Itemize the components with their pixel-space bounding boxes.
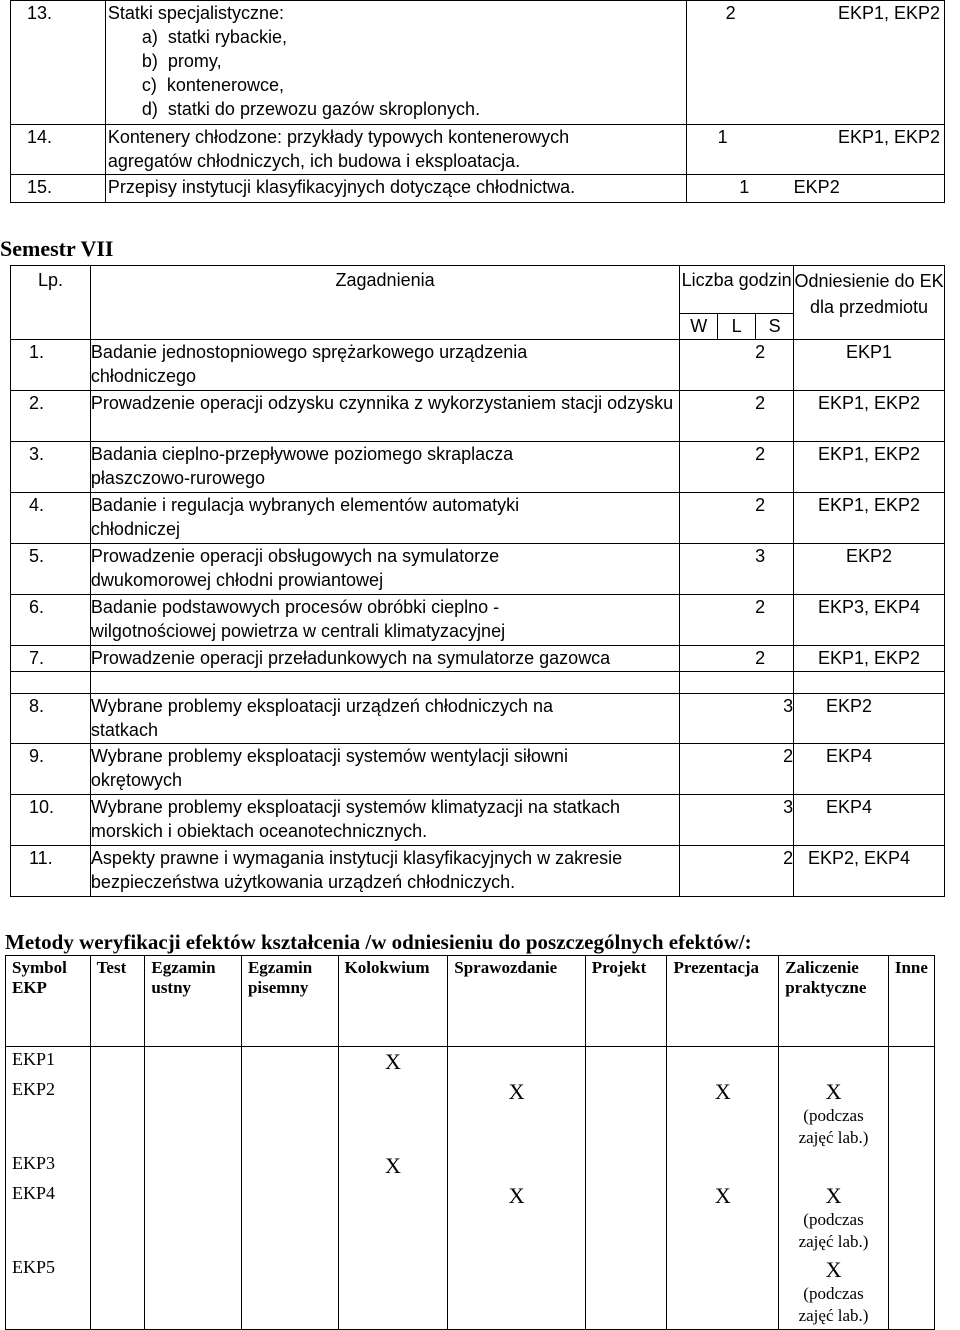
table-row xyxy=(11,340,945,391)
table-row xyxy=(11,795,945,846)
col-header-l: L xyxy=(718,314,756,340)
topic-line: agregatów chłodniczych, ich budowa i eksploatacja. xyxy=(107,151,521,171)
topic-cell: Badanie i regulacja wybranych elementów automatyki chłodniczej xyxy=(90,493,679,544)
ek-cell: EKP1, EKP2 xyxy=(794,493,945,544)
table-row xyxy=(11,694,945,744)
symbol-cell: EKP5 xyxy=(6,1255,91,1330)
mark-x: X xyxy=(338,1047,448,1078)
hours-cell: 2 xyxy=(680,493,794,544)
hours-cell: 2 xyxy=(680,595,794,646)
table-row xyxy=(11,175,945,203)
semester-title: Semestr VII xyxy=(0,236,114,261)
col-header-practical: Zaliczenie praktyczne xyxy=(779,956,889,1047)
table-row xyxy=(11,125,945,175)
symbol-cell: EKP2 xyxy=(6,1077,91,1151)
topic-cell: Aspekty prawne i wymagania instytucji klasyfikacyjnych w zakresie bezpieczeństwa użytkowania urządzeń chłodniczych. xyxy=(90,846,679,897)
row-number: 9. xyxy=(11,744,91,795)
lab-note: (podczas zajęć lab.) xyxy=(798,1106,869,1147)
hours-cell: 1 xyxy=(687,175,764,203)
col-header-ek: Odniesienie do EK dla przedmiotu xyxy=(794,266,945,340)
col-header-test: Test xyxy=(90,956,145,1047)
mark-x: X xyxy=(667,1181,779,1255)
ek-cell: EKP1, EKP2 xyxy=(764,1,945,125)
topic-cell: Wybrane problemy eksploatacji systemów klimatyzacji na statkach morskich i obiektach oceanotechnicznych. xyxy=(90,795,679,846)
hours-cell: 3 xyxy=(680,795,794,846)
table-row xyxy=(11,442,945,493)
lab-note: (podczas zajęć lab.) xyxy=(798,1210,869,1251)
col-header-topics: Zagadnienia xyxy=(90,266,679,340)
ek-cell: EKP2 xyxy=(764,175,945,203)
practical-cell xyxy=(779,1255,889,1330)
table-row xyxy=(11,493,945,544)
topic-cell xyxy=(105,125,686,175)
row-number: 1. xyxy=(11,340,91,391)
col-header-symbol: Symbol EKP xyxy=(6,956,91,1047)
symbol-cell: EKP1 xyxy=(6,1047,91,1078)
col-header-report: Sprawozdanie xyxy=(448,956,586,1047)
row-number: 13. xyxy=(11,1,106,125)
table-row-empty xyxy=(11,672,945,694)
hours-cell: 3 xyxy=(680,544,794,595)
table-row xyxy=(11,744,945,795)
mark-x: X xyxy=(667,1077,779,1151)
topic-cell: Prowadzenie operacji obsługowych na symulatorze dwukomorowej chłodni prowiantowej xyxy=(90,544,679,595)
hours-cell: 2 xyxy=(680,442,794,493)
topic-cell: Prowadzenie operacji przeładunkowych na symulatorze gazowca xyxy=(90,646,679,672)
hours-cell: 2 xyxy=(680,744,794,795)
mark-x: X xyxy=(448,1181,586,1255)
table-header xyxy=(11,266,945,314)
ek-cell: EKP2 xyxy=(794,544,945,595)
topic-cell: Wybrane problemy eksploatacji systemów wentylacji siłowni okrętowych xyxy=(90,744,679,795)
methods-title: Metody weryfikacji efektów kształcenia /w odniesieniu do poszczególnych efektów/: xyxy=(5,930,752,954)
table-row xyxy=(11,1,945,125)
ek-cell: EKP1, EKP2 xyxy=(794,391,945,442)
hours-cell: 2 xyxy=(680,646,794,672)
mark-x: X xyxy=(825,1257,842,1282)
hours-cell: 3 xyxy=(680,694,794,744)
topic-cell: Badania cieplno-przepływowe poziomego skraplacza płaszczowo-rurowego xyxy=(90,442,679,493)
topic-subitem: c) kontenerowce, xyxy=(141,75,284,95)
table-row xyxy=(11,646,945,672)
col-header-colloquium: Kolokwium xyxy=(338,956,448,1047)
row-number: 7. xyxy=(11,646,91,672)
ek-cell: EKP1, EKP2 xyxy=(794,442,945,493)
hours-cell: 2 xyxy=(680,340,794,391)
table-row xyxy=(11,846,945,897)
table-row xyxy=(11,391,945,442)
col-header-w: W xyxy=(680,314,718,340)
hours-cell: 2 xyxy=(680,846,794,897)
mark-x: X xyxy=(338,1151,448,1181)
topic-cell xyxy=(105,1,686,125)
table-row xyxy=(11,595,945,646)
col-header-lp: Lp. xyxy=(11,266,91,340)
practical-cell xyxy=(779,1181,889,1255)
ek-cell: EKP3, EKP4 xyxy=(794,595,945,646)
mark-x: X xyxy=(448,1077,586,1151)
topic-line: Kontenery chłodzone: przykłady typowych kontenerowych xyxy=(107,127,570,147)
col-header-oral-exam: Egzamin ustny xyxy=(145,956,242,1047)
col-header-other: Inne xyxy=(888,956,934,1047)
ek-cell: EKP2 xyxy=(794,694,945,744)
col-header-written-exam: Egzamin pisemny xyxy=(241,956,338,1047)
col-header-presentation: Prezentacja xyxy=(667,956,779,1047)
ek-cell: EKP1 xyxy=(794,340,945,391)
lab-note: (podczas zajęć lab.) xyxy=(798,1284,869,1325)
table-row xyxy=(6,1077,935,1151)
ek-cell: EKP4 xyxy=(794,744,945,795)
table-row xyxy=(6,1047,935,1078)
topic-title: Statki specjalistyczne: xyxy=(107,3,284,23)
topic-cell: Badanie jednostopniowego sprężarkowego urządzenia chłodniczego xyxy=(90,340,679,391)
table-row xyxy=(6,1181,935,1255)
col-header-project: Projekt xyxy=(585,956,667,1047)
table-row xyxy=(6,1255,935,1330)
hours-cell: 2 xyxy=(687,1,764,125)
mark-x: X xyxy=(825,1183,842,1208)
verification-methods-table xyxy=(5,955,935,1330)
ek-cell: EKP2, EKP4 xyxy=(794,846,945,897)
ek-cell: EKP4 xyxy=(794,795,945,846)
semester-topics-table xyxy=(10,265,945,897)
hours-cell: 2 xyxy=(680,391,794,442)
row-number: 15. xyxy=(11,175,106,203)
col-header-s: S xyxy=(756,314,794,340)
row-number: 14. xyxy=(11,125,106,175)
row-number: 4. xyxy=(11,493,91,544)
ek-cell: EKP1, EKP2 xyxy=(764,125,945,175)
topic-subitem: d) statki do przewozu gazów skroplonych. xyxy=(141,99,481,119)
topic-cell: Wybrane problemy eksploatacji urządzeń chłodniczych na statkach xyxy=(90,694,679,744)
mark-x: X xyxy=(825,1079,842,1104)
row-number: 6. xyxy=(11,595,91,646)
symbol-cell: EKP3 xyxy=(6,1151,91,1181)
row-number: 3. xyxy=(11,442,91,493)
topic-subitem: a) statki rybackie, xyxy=(141,27,287,47)
table-row xyxy=(11,544,945,595)
topic-cell: Prowadzenie operacji odzysku czynnika z wykorzystaniem stacji odzysku xyxy=(90,391,679,442)
symbol-cell: EKP4 xyxy=(6,1181,91,1255)
topic-cell: Przepisy instytucji klasyfikacyjnych dotyczące chłodnictwa. xyxy=(105,175,686,203)
topic-cell: Badanie podstawowych procesów obróbki cieplno - wilgotnościowej powietrza w centrali klimatyzacyjnej xyxy=(90,595,679,646)
row-number: 5. xyxy=(11,544,91,595)
methods-header-row xyxy=(6,956,935,1047)
practical-cell xyxy=(779,1077,889,1151)
row-number: 2. xyxy=(11,391,91,442)
col-header-hours: Liczba godzin xyxy=(680,266,794,314)
topics-table-continued xyxy=(10,0,945,203)
ek-cell: EKP1, EKP2 xyxy=(794,646,945,672)
row-number: 8. xyxy=(11,694,91,744)
table-row xyxy=(6,1151,935,1181)
hours-cell: 1 xyxy=(687,125,764,175)
topic-subitem: b) promy, xyxy=(141,51,222,71)
row-number: 11. xyxy=(11,846,91,897)
row-number: 10. xyxy=(11,795,91,846)
